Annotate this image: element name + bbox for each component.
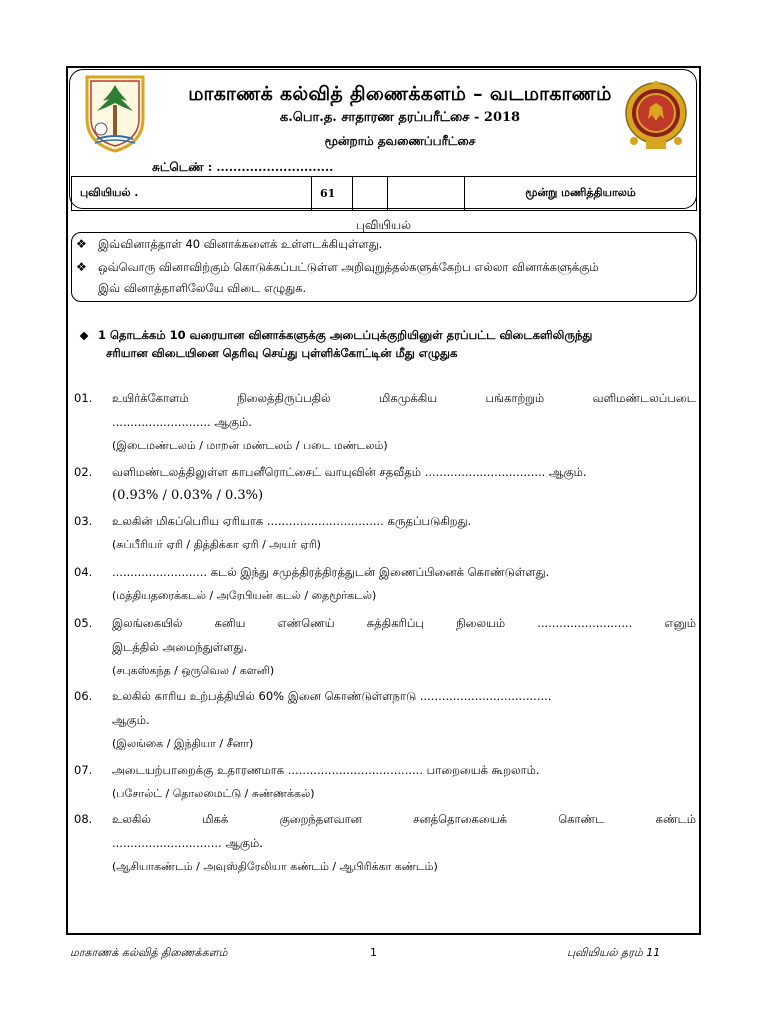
answer-options: (பசோல்ட் / தொலமைட்டு / சுண்ணக்கல்) (112, 787, 315, 800)
question-05: 05. இலங்கையில் கனிய எண்ணெய் சுத்திகரிப்பு நிலையம் .......................... எனும் இடத்தில் அமைந்துள்ளது. (சபுகஸ்கந்த / ஒருவெல / களனி) (74, 611, 696, 683)
duration-cell: மூன்று மணித்தியாலம் (465, 177, 697, 211)
page-title: மாகாணக் கல்வித் திணைக்களம் – வடமாகாணம் (188, 83, 612, 105)
paper-code-cell: 61 (312, 177, 353, 211)
answer-blank[interactable]: ........................... ஆகும். (112, 415, 252, 429)
answer-options: (மத்தியதரைக்கடல் / அரேபியன் கடல் / தைமூர்கடல்) (112, 589, 377, 602)
question-03: 03. உலகின் மிகப்பெரிய ஏரியாக ................................ கருதப்படுகிறது. (சுப்பீரியர் ஏரி / தித்திக்கா ஏரி / அயர் ஏரி) (74, 509, 696, 557)
info-table (71, 176, 697, 211)
subject-cell: புவியியல் . (72, 177, 312, 211)
rule-item-continued: இவ் வினாத்தாளிலேயே விடை எழுதுக. (98, 281, 307, 295)
question-02: 02. வளிமண்டலத்திலுள்ள காபனீரொட்சைட் வாயுவின் சதவீதம் ................................. ஆகும். (0.93% / 0.03% / 0.3%) (74, 460, 696, 508)
index-number-field: சுட்டெண் : ............................ (152, 160, 334, 174)
question-08: 08. உலகில் மிகக் குறைந்தளவான சனத்தொகையைக் கொண்ட கண்டம் .............................. ஆகும். (ஆசியாகண்டம் / அவுஸ்திரேலியா கண்டம் / ஆபிரிக்கா கண்டம்) (74, 807, 696, 879)
rule-item: ❖ இவ்வினாத்தாள் 40 வினாக்களைக் உள்ளடக்கியுள்ளது. (76, 233, 696, 255)
answer-blank[interactable]: .............................. ஆகும். (112, 836, 263, 850)
instruction: ◆ 1 தொடக்கம் 10 வரையான வினாக்களுக்கு அடைப்புக்குறியினுள் தரப்பட்ட விடைகளிலிருந்து சரியான விடையினை தெரிவு செய்து புள்ளிக்கோட்டின் மீது எழுதுக (70, 326, 700, 362)
provincial-emblem-logo (79, 73, 151, 153)
question-text[interactable]: வளிமண்டலத்திலுள்ள காபனீரொட்சைட் வாயுவின் சதவீதம் ................................. ஆகும். (112, 465, 587, 479)
answer-options: (இலங்கை / இந்தியா / சீனா) (112, 737, 254, 750)
answer-options: (0.93% / 0.03% / 0.3%) (112, 488, 264, 503)
question-04: 04. .......................... கடல் இந்து சமுத்திரத்திரத்துடன் இணைப்பினைக் கொண்டுள்ளது. (மத்தியதரைக்கடல் / அரேபியன் கடல் / தைமூர்கடல்) (74, 560, 696, 608)
answer-blank[interactable]: .......................... (537, 616, 633, 630)
question-01: 01. உயிர்க்கோளம் நிலைத்திருப்பதில் மிகமுக்கிய பங்காற்றும் வளிமண்டலப்படை ........................... ஆகும். (இடைமண்டலம் / மாறன் மண்டலம் / படை மண்டலம்) (74, 386, 696, 458)
answer-options: (சுப்பீரியர் ஏரி / தித்திக்கா ஏரி / அயர் ஏரி) (112, 538, 321, 551)
question-text[interactable]: அடையற்பாறைக்கு உதாரணமாக ..................................... பாறையைக் கூறலாம். (112, 763, 540, 777)
diamond-bullet-icon: ❖ (76, 260, 87, 274)
exam-term: மூன்றாம் தவணைப்பரீட்சை (324, 134, 476, 148)
answer-options: (ஆசியாகண்டம் / அவுஸ்திரேலியா கண்டம் / ஆபிரிக்கா கண்டம்) (112, 860, 438, 873)
question-07: 07. அடையற்பாறைக்கு உதாரணமாக ..................................... பாறையைக் கூறலாம். (பசோல்ட் / தொலமைட்டு / சுண்ணக்கல்) (74, 758, 696, 806)
question-text[interactable]: உலகில் காரிய உற்பத்தியில் 60% இனை கொண்டுள்ளநாடு .................................... (112, 689, 552, 703)
diamond-bullet-icon: ◆ (79, 328, 89, 342)
exam-subtitle: க.பொ.த. சாதாரண தரப்பரீட்சை - 2018 (279, 110, 521, 125)
question-text[interactable]: .......................... கடல் இந்து சமுத்திரத்திரத்துடன் இணைப்பினைக் கொண்டுள்ளது. (112, 565, 550, 579)
answer-options: (இடைமண்டலம் / மாறன் மண்டலம் / படை மண்டலம்) (112, 439, 388, 452)
footer-subject-grade: புவியியல் தரம் 11 (567, 946, 661, 959)
section-heading: புவியியல் (355, 218, 412, 232)
diamond-bullet-icon: ❖ (76, 237, 87, 251)
question-06: 06. உலகில் காரிய உற்பத்தியில் 60% இனை கொண்டுள்ளநாடு .................................... ஆகும். (இலங்கை / இந்தியா / சீனா) (74, 684, 696, 756)
footer-department: மாகாணக் கல்வித் திணைக்களம் (70, 946, 228, 959)
blank-cell (388, 177, 465, 211)
blank-cell (353, 177, 388, 211)
question-text[interactable]: உலகின் மிகப்பெரிய ஏரியாக ................................ கருதப்படுகிறது. (112, 514, 472, 528)
footer-page-number: 1 (370, 946, 377, 959)
national-emblem-logo (620, 75, 692, 155)
rule-item: ❖ ஒவ்வொரு வினாவிற்கும் கொடுக்கப்பட்டுள்ள அறிவுறுத்தல்களுக்கேற்ப எல்லா வினாக்களுக்கும் (76, 256, 696, 278)
answer-options: (சபுகஸ்கந்த / ஒருவெல / களனி) (112, 664, 275, 677)
